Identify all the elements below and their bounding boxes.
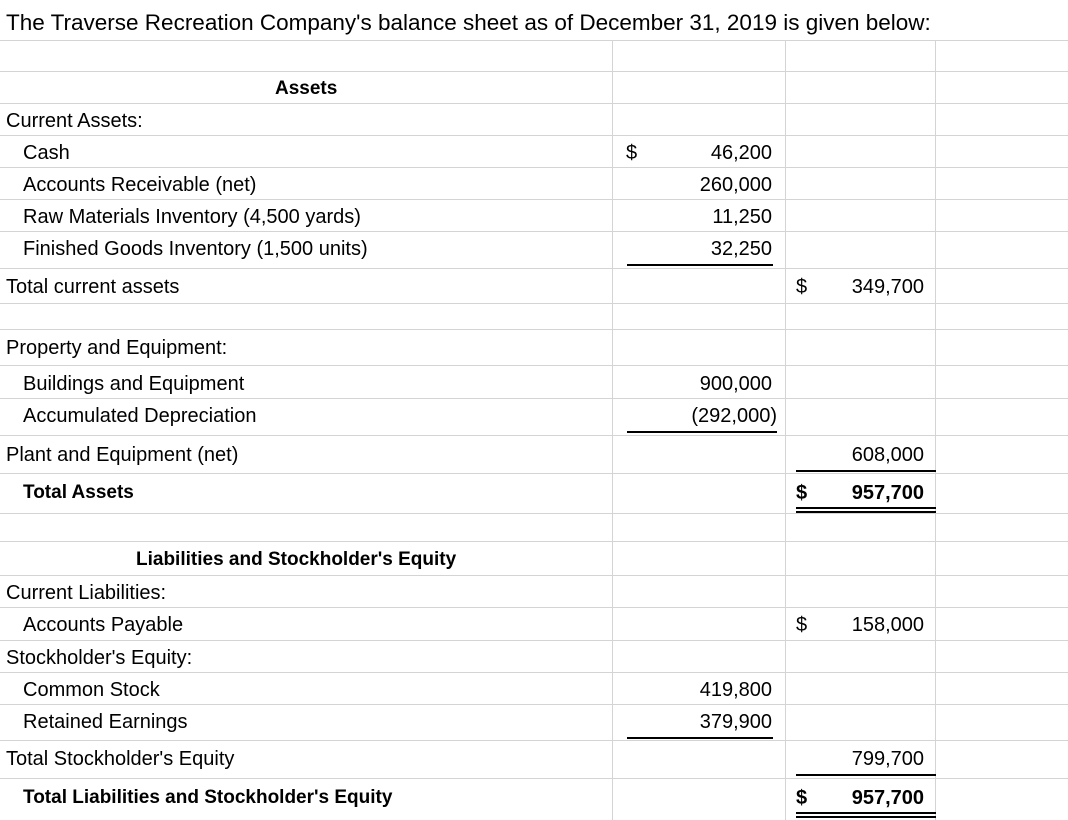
gridline [785,40,786,820]
total-assets-value: 957,700 [851,482,924,504]
page-title: The Traverse Recreation Company's balance sheet as of December 31, 2019 is given below: [6,10,931,35]
current-liabilities-label: Current Liabilities: [6,582,167,604]
gridline [0,103,1068,104]
gridline [612,40,613,820]
subtotal-underline [796,470,936,472]
gridline [0,541,1068,542]
liabilities-header: Liabilities and Stockholder's Equity [136,549,457,570]
ap-currency: $ [796,614,808,636]
buildings-label: Buildings and Equipment [23,373,245,395]
gridline [0,40,1068,41]
ar-value: 260,000 [699,174,772,196]
raw-label: Raw Materials Inventory (4,500 yards) [23,206,361,228]
fg-value: 32,250 [710,238,772,260]
gridline [0,199,1068,200]
ap-label: Accounts Payable [23,614,184,636]
double-underline [796,816,936,818]
double-underline [796,507,936,509]
accum-label: Accumulated Depreciation [23,405,257,427]
gridline [0,435,1068,436]
total-le-label: Total Liabilities and Stockholder's Equity [23,787,393,808]
gridline [0,329,1068,330]
gridline [0,607,1068,608]
retained-value: 379,900 [699,711,772,733]
double-underline [796,812,936,814]
gridline [0,740,1068,741]
subtotal-underline [796,774,936,776]
gridline [0,167,1068,168]
gridline [0,365,1068,366]
raw-value: 11,250 [712,206,772,228]
fg-label: Finished Goods Inventory (1,500 units) [23,238,368,260]
total-assets-label: Total Assets [23,482,134,503]
assets-header: Assets [275,78,338,99]
common-label: Common Stock [23,679,160,701]
gridline [0,672,1068,673]
gridline [0,71,1068,72]
gridline [0,303,1068,304]
ap-value: 158,000 [851,614,924,636]
ar-label: Accounts Receivable (net) [23,174,257,196]
gridline [0,640,1068,641]
gridline [0,231,1068,232]
buildings-value: 900,000 [699,373,772,395]
gridline [0,135,1068,136]
subtotal-underline [627,264,773,266]
common-value: 419,800 [699,679,772,701]
gridline [0,473,1068,474]
cash-currency: $ [626,142,638,164]
total-current-assets-label: Total current assets [6,276,180,298]
cash-value: 46,200 [710,142,772,164]
total-assets-currency: $ [796,482,808,504]
total-le-value: 957,700 [851,787,924,809]
gridline [0,575,1068,576]
gridline [0,398,1068,399]
accum-value: (292,000) [691,405,777,427]
plant-net-label: Plant and Equipment (net) [6,444,239,466]
total-equity-label: Total Stockholder's Equity [6,748,235,770]
retained-label: Retained Earnings [23,711,188,733]
subtotal-underline [627,737,773,739]
property-label: Property and Equipment: [6,337,228,359]
gridline [935,40,936,820]
gridline [0,513,1068,514]
gridline [0,778,1068,779]
gridline [0,268,1068,269]
total-equity-value: 799,700 [851,748,924,770]
double-underline [796,511,936,513]
total-current-assets-value: 349,700 [851,276,924,298]
equity-label: Stockholder's Equity: [6,647,193,669]
total-le-currency: $ [796,787,808,809]
current-assets-label: Current Assets: [6,110,143,132]
cash-label: Cash [23,142,70,164]
total-current-assets-currency: $ [796,276,808,298]
gridline [0,704,1068,705]
plant-net-value: 608,000 [851,444,924,466]
subtotal-underline [627,431,777,433]
